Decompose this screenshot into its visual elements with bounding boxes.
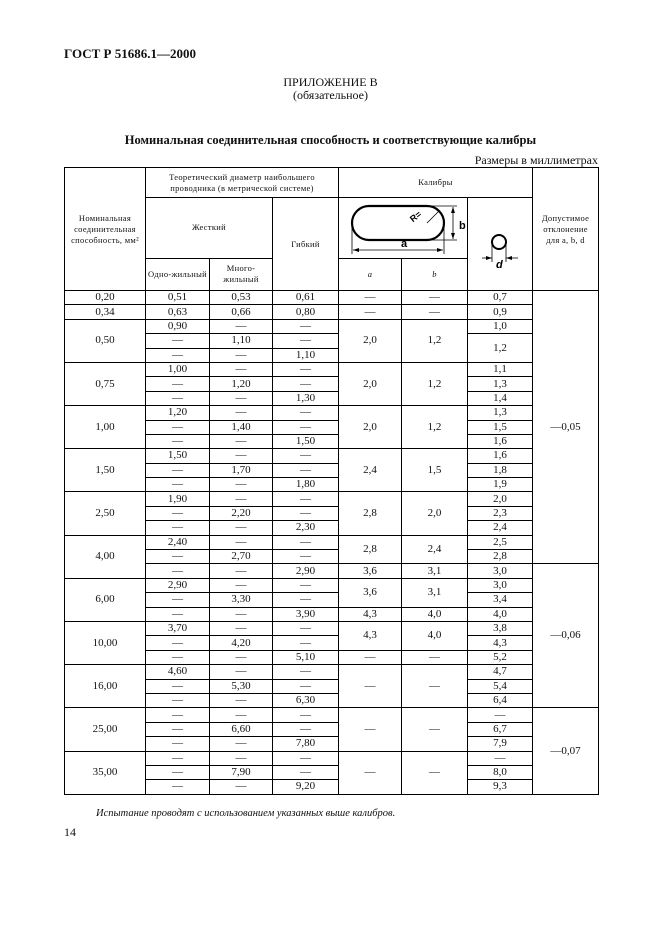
table-row — [65, 535, 599, 549]
single-core-cell: — — [146, 564, 210, 578]
gauge-a-cell: — — [339, 708, 402, 751]
header-nominal — [65, 168, 146, 291]
flexible-cell: — — [273, 550, 339, 564]
table-row — [65, 593, 599, 607]
gauge-d-cell: 6,7 — [468, 722, 533, 736]
single-core-cell: 1,50 — [146, 449, 210, 463]
gauge-a-cell: 2,8 — [339, 535, 402, 564]
single-core-cell: — — [146, 348, 210, 362]
gauge-d-cell: 1,3 — [468, 406, 533, 420]
table-row — [65, 420, 599, 434]
nominal-cell: 0,75 — [65, 362, 146, 405]
gauge-d-cell: 2,3 — [468, 506, 533, 520]
flexible-cell: 1,10 — [273, 348, 339, 362]
single-core-cell: — — [146, 607, 210, 621]
multi-core-cell: — — [210, 406, 273, 420]
multi-core-cell: 1,10 — [210, 334, 273, 348]
gauge-b-cell: 3,1 — [402, 564, 468, 578]
nominal-cell: 4,00 — [65, 535, 146, 578]
header-tolerance-text: Допустимое отклонение для a, b, d — [541, 212, 590, 245]
gauge-d-cell: 2,4 — [468, 521, 533, 535]
table-row — [65, 765, 599, 779]
appendix-title: ПРИЛОЖЕНИЕ В — [283, 75, 378, 89]
single-core-cell: — — [146, 765, 210, 779]
table-row — [65, 377, 599, 391]
gauge-b-cell: 4,0 — [402, 621, 468, 650]
multi-core-cell: — — [210, 708, 273, 722]
tolerance-cell: —0,05 — [533, 291, 599, 564]
gauge-table — [64, 167, 599, 795]
gauge-a-cell: 4,3 — [339, 607, 402, 621]
nominal-cell: 0,34 — [65, 305, 146, 319]
nominal-cell: 6,00 — [65, 578, 146, 621]
gauge-b-cell: — — [402, 291, 468, 305]
single-core-cell: 2,40 — [146, 535, 210, 549]
flexible-cell: — — [273, 319, 339, 333]
diagram-label-d: d — [496, 259, 503, 271]
gauge-d-cell: 5,2 — [468, 650, 533, 664]
single-core-cell: — — [146, 463, 210, 477]
single-core-cell: 1,90 — [146, 492, 210, 506]
single-core-cell: 0,90 — [146, 319, 210, 333]
flexible-cell: 7,80 — [273, 737, 339, 751]
flexible-cell: — — [273, 708, 339, 722]
header-gauges — [339, 168, 533, 198]
nominal-cell: 25,00 — [65, 708, 146, 751]
flexible-cell: 1,30 — [273, 391, 339, 405]
diagram-label-a: a — [401, 237, 408, 250]
header-flexible-text: Гибкий — [291, 238, 320, 249]
single-core-cell: 4,60 — [146, 665, 210, 679]
flexible-cell: 0,80 — [273, 305, 339, 319]
multi-core-cell: 3,30 — [210, 593, 273, 607]
gauge-a-cell: 2,4 — [339, 449, 402, 492]
table-row — [65, 621, 599, 635]
gauge-d-cell: 5,4 — [468, 679, 533, 693]
multi-core-cell: — — [210, 650, 273, 664]
gauge-d-cell: 1,8 — [468, 463, 533, 477]
gauge-d-cell: 1,2 — [468, 334, 533, 363]
table-row — [65, 780, 599, 794]
flexible-cell: — — [273, 334, 339, 348]
gauge-d-cell: 4,7 — [468, 665, 533, 679]
gauge-d-cell: — — [468, 751, 533, 765]
nominal-cell: 35,00 — [65, 751, 146, 794]
table-row — [65, 334, 599, 348]
page-number: 14 — [64, 825, 76, 839]
multi-core-cell: — — [210, 348, 273, 362]
gauge-d-cell: 2,0 — [468, 492, 533, 506]
single-core-cell: 0,63 — [146, 305, 210, 319]
multi-core-cell: — — [210, 665, 273, 679]
gauge-b-cell: 1,5 — [402, 449, 468, 492]
table-row — [65, 521, 599, 535]
header-theoretical-text: Теоретический диаметр наибольшего проводника (в метрической системе) — [169, 171, 315, 193]
single-core-cell: — — [146, 708, 210, 722]
header-nominal-text: Номинальная соединительная способность, мм² — [71, 212, 139, 245]
gauge-d-cell: 1,4 — [468, 391, 533, 405]
round-gauge-diagram — [468, 198, 533, 291]
table-row — [65, 492, 599, 506]
single-core-cell: — — [146, 650, 210, 664]
gauge-d-cell: 1,6 — [468, 449, 533, 463]
gauge-b-cell: 2,0 — [402, 492, 468, 535]
table-row — [65, 291, 599, 305]
flexible-cell: 1,80 — [273, 478, 339, 492]
single-core-cell: — — [146, 478, 210, 492]
gauge-d-cell: 4,3 — [468, 636, 533, 650]
document-code: ГОСТ Р 51686.1—2000 — [64, 46, 196, 61]
tolerance-cell: —0,06 — [533, 564, 599, 708]
gauge-b-cell: 1,2 — [402, 406, 468, 449]
table-row — [65, 737, 599, 751]
flexible-cell: — — [273, 506, 339, 520]
diagram-label-r: R= — [407, 208, 424, 224]
table-row — [65, 406, 599, 420]
single-core-cell: — — [146, 693, 210, 707]
multi-core-cell: — — [210, 319, 273, 333]
single-core-cell: — — [146, 334, 210, 348]
table-row — [65, 679, 599, 693]
flexible-cell: — — [273, 578, 339, 592]
gauge-a-cell: 4,3 — [339, 621, 402, 650]
table-row — [65, 506, 599, 520]
single-core-cell: — — [146, 506, 210, 520]
flexible-cell: 9,20 — [273, 780, 339, 794]
flexible-cell: — — [273, 665, 339, 679]
header-a-text: a — [367, 268, 373, 279]
multi-core-cell: 5,30 — [210, 679, 273, 693]
header-single-text: Одно-жильный — [148, 268, 207, 279]
table-row — [65, 665, 599, 679]
single-core-cell: — — [146, 780, 210, 794]
gauge-d-cell: 2,5 — [468, 535, 533, 549]
oval-gauge-diagram — [339, 198, 468, 259]
table-row — [65, 319, 599, 333]
multi-core-cell: 2,70 — [210, 550, 273, 564]
table-row — [65, 550, 599, 564]
table-row — [65, 391, 599, 405]
gauge-a-cell: 2,0 — [339, 319, 402, 362]
multi-core-cell: — — [210, 737, 273, 751]
multi-core-cell: — — [210, 391, 273, 405]
nominal-cell: 1,00 — [65, 406, 146, 449]
diagram-label-b: b — [459, 219, 466, 232]
gauge-d-cell: 1,3 — [468, 377, 533, 391]
flexible-cell: — — [273, 621, 339, 635]
flexible-cell: — — [273, 722, 339, 736]
gauge-d-cell: 3,4 — [468, 593, 533, 607]
multi-core-cell: 1,20 — [210, 377, 273, 391]
gauge-d-cell: — — [468, 708, 533, 722]
table-title: Номинальная соединительная способность и соответствующие калибры — [124, 133, 537, 147]
gauge-d-cell: 1,5 — [468, 420, 533, 434]
gauge-d-cell: 3,0 — [468, 578, 533, 592]
single-core-cell: — — [146, 391, 210, 405]
gauge-a-cell: — — [339, 291, 402, 305]
table-row — [65, 434, 599, 448]
round-gauge-icon — [468, 198, 532, 290]
multi-core-cell: 0,53 — [210, 291, 273, 305]
gauge-a-cell: — — [339, 751, 402, 794]
multi-core-cell: — — [210, 362, 273, 376]
gauge-b-cell: — — [402, 650, 468, 664]
gauge-d-cell: 1,0 — [468, 319, 533, 333]
multi-core-cell: — — [210, 693, 273, 707]
single-core-cell: — — [146, 737, 210, 751]
header-b-text: b — [432, 268, 437, 279]
gauge-d-cell: 2,8 — [468, 550, 533, 564]
gauge-a-cell: 3,6 — [339, 578, 402, 607]
header-theoretical — [146, 168, 339, 198]
flexible-cell: 1,50 — [273, 434, 339, 448]
gauge-b-cell: — — [402, 708, 468, 751]
gauge-a-cell: — — [339, 305, 402, 319]
table-row — [65, 607, 599, 621]
gauge-a-cell: 2,0 — [339, 406, 402, 449]
nominal-cell: 10,00 — [65, 621, 146, 664]
single-core-cell: — — [146, 679, 210, 693]
multi-core-cell: 1,40 — [210, 420, 273, 434]
gauge-b-cell: 2,4 — [402, 535, 468, 564]
table-row — [65, 305, 599, 319]
header-a — [339, 258, 402, 290]
table-row — [65, 564, 599, 578]
gauge-b-cell: 1,2 — [402, 319, 468, 362]
single-core-cell: — — [146, 434, 210, 448]
flexible-cell: — — [273, 492, 339, 506]
multi-core-cell: — — [210, 780, 273, 794]
multi-core-cell: — — [210, 607, 273, 621]
gauge-d-cell: 1,9 — [468, 478, 533, 492]
nominal-cell: 0,20 — [65, 291, 146, 305]
multi-core-cell: — — [210, 492, 273, 506]
gauge-d-cell: 3,8 — [468, 621, 533, 635]
flexible-cell: 5,10 — [273, 650, 339, 664]
table-row — [65, 693, 599, 707]
single-core-cell: 1,20 — [146, 406, 210, 420]
flexible-cell: — — [273, 636, 339, 650]
multi-core-cell: — — [210, 449, 273, 463]
table-row — [65, 449, 599, 463]
multi-core-cell: — — [210, 621, 273, 635]
table-row — [65, 463, 599, 477]
flexible-cell: — — [273, 765, 339, 779]
flexible-cell: — — [273, 362, 339, 376]
gauge-a-cell: — — [339, 650, 402, 664]
multi-core-cell: — — [210, 564, 273, 578]
multi-core-cell: 4,20 — [210, 636, 273, 650]
header-gauges-text: Калибры — [418, 177, 453, 187]
flexible-cell: 3,90 — [273, 607, 339, 621]
gauge-d-cell: 4,0 — [468, 607, 533, 621]
table-row — [65, 650, 599, 664]
single-core-cell: — — [146, 377, 210, 391]
gauge-d-cell: 7,9 — [468, 737, 533, 751]
gauge-b-cell: — — [402, 665, 468, 708]
gauge-a-cell: 2,8 — [339, 492, 402, 535]
gauge-d-cell: 8,0 — [468, 765, 533, 779]
single-core-cell: — — [146, 593, 210, 607]
nominal-cell: 16,00 — [65, 665, 146, 708]
multi-core-cell: — — [210, 578, 273, 592]
header-tolerance — [533, 168, 599, 291]
header-single — [146, 258, 210, 290]
footnote: Испытание проводят с использованием указанных выше калибров. — [96, 808, 396, 819]
gauge-d-cell: 0,9 — [468, 305, 533, 319]
header-flexible — [273, 198, 339, 291]
multi-core-cell: — — [210, 434, 273, 448]
multi-core-cell: 2,20 — [210, 506, 273, 520]
header-rigid-text: Жесткий — [192, 222, 226, 233]
flexible-cell: — — [273, 679, 339, 693]
gauge-a-cell: 3,6 — [339, 564, 402, 578]
gauge-b-cell: — — [402, 305, 468, 319]
appendix-subtitle: (обязательное) — [293, 88, 368, 102]
gauge-d-cell: 6,4 — [468, 693, 533, 707]
single-core-cell: 0,51 — [146, 291, 210, 305]
flexible-cell: — — [273, 463, 339, 477]
single-core-cell: — — [146, 550, 210, 564]
tolerance-cell: —0,07 — [533, 708, 599, 794]
flexible-cell: 2,90 — [273, 564, 339, 578]
multi-core-cell: — — [210, 521, 273, 535]
multi-core-cell: — — [210, 535, 273, 549]
flexible-cell: — — [273, 406, 339, 420]
gauge-d-cell: 9,3 — [468, 780, 533, 794]
single-core-cell: — — [146, 751, 210, 765]
table-row — [65, 362, 599, 376]
single-core-cell: — — [146, 722, 210, 736]
multi-core-cell: 0,66 — [210, 305, 273, 319]
flexible-cell: — — [273, 535, 339, 549]
table-row — [65, 708, 599, 722]
table-row — [65, 722, 599, 736]
oval-gauge-icon — [339, 199, 468, 257]
nominal-cell: 2,50 — [65, 492, 146, 535]
header-multi-text: Много-жильный — [223, 263, 259, 285]
gauge-b-cell: 3,1 — [402, 578, 468, 607]
single-core-cell: — — [146, 420, 210, 434]
header-multi — [210, 258, 273, 290]
flexible-cell: 2,30 — [273, 521, 339, 535]
flexible-cell: 0,61 — [273, 291, 339, 305]
header-b — [402, 258, 468, 290]
nominal-cell: 0,50 — [65, 319, 146, 362]
gauge-d-cell: 0,7 — [468, 291, 533, 305]
flexible-cell: — — [273, 593, 339, 607]
flexible-cell: — — [273, 420, 339, 434]
gauge-b-cell: — — [402, 751, 468, 794]
gauge-d-cell: 1,6 — [468, 434, 533, 448]
gauge-b-cell: 4,0 — [402, 607, 468, 621]
table-row — [65, 751, 599, 765]
gauge-b-cell: 1,2 — [402, 362, 468, 405]
units-note: Размеры в миллиметрах — [474, 153, 598, 167]
table-row — [65, 636, 599, 650]
single-core-cell: — — [146, 521, 210, 535]
gauge-a-cell: — — [339, 665, 402, 708]
flexible-cell: — — [273, 751, 339, 765]
gauge-d-cell: 3,0 — [468, 564, 533, 578]
flexible-cell: — — [273, 377, 339, 391]
gauge-a-cell: 2,0 — [339, 362, 402, 405]
nominal-cell: 1,50 — [65, 449, 146, 492]
single-core-cell: 3,70 — [146, 621, 210, 635]
multi-core-cell: 6,60 — [210, 722, 273, 736]
multi-core-cell: 1,70 — [210, 463, 273, 477]
single-core-cell: 1,00 — [146, 362, 210, 376]
flexible-cell: — — [273, 449, 339, 463]
multi-core-cell: — — [210, 751, 273, 765]
header-rigid — [146, 198, 273, 259]
flexible-cell: 6,30 — [273, 693, 339, 707]
gauge-d-cell: 1,1 — [468, 362, 533, 376]
table-row — [65, 578, 599, 592]
appendix-heading — [0, 76, 661, 102]
single-core-cell: — — [146, 636, 210, 650]
single-core-cell: 2,90 — [146, 578, 210, 592]
table-row — [65, 478, 599, 492]
multi-core-cell: — — [210, 478, 273, 492]
multi-core-cell: 7,90 — [210, 765, 273, 779]
